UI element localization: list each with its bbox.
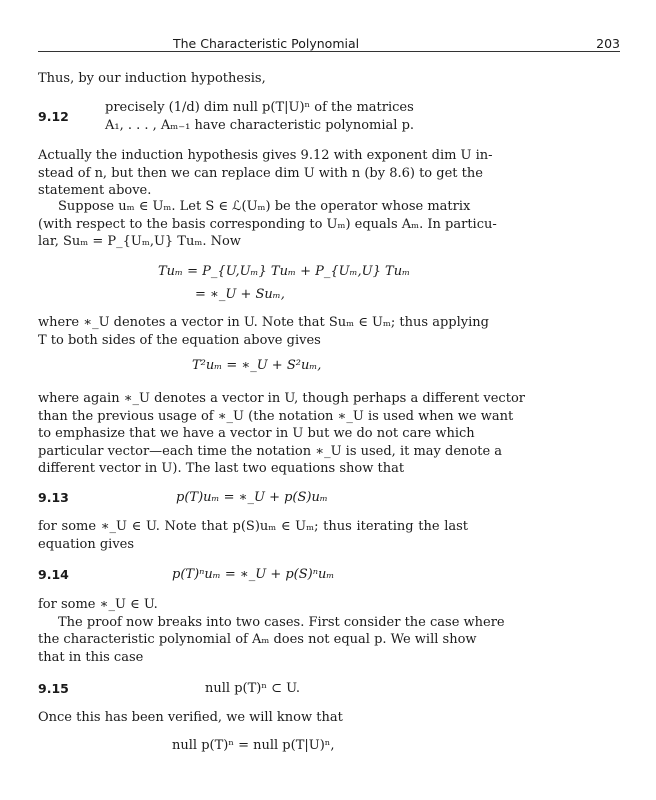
paragraph-5: for some ∗_U ∈ U. Note that p(S)uₘ ∈ Uₘ; thus iterating the last equation gives [38,519,468,552]
running-header [38,36,620,52]
intro-text: Thus, by our induction hypothesis, [38,71,266,86]
equation-label-9-14: 9.14 [38,567,69,582]
equation-9-14: p(T)ⁿuₘ = ∗_U + p(S)ⁿuₘ [172,567,335,582]
equation-9-15: null p(T)ⁿ ⊂ U. [205,681,301,696]
paragraph-4: where again ∗_U denotes a vector in U, though perhaps a different vector than the previous usage of ∗_U (the notation ∗_U is used when we want to emphasize that we have a vector in U but we do not care which particular vector—each time the notation ∗_U is used, it may denote a different vector in U). The last two equations show that [38,391,525,477]
equation-t-squared: T²uₘ = ∗_U + S²uₘ, [192,358,322,373]
equation-label-9-13: 9.13 [38,490,69,505]
paragraph-1: Actually the induction hypothesis gives 9.12 with exponent dim U in- stead of n, but then we can replace dim U with n (by 8.6) to get the statement above. [38,148,493,199]
statement-9-12: precisely (1/d) dim null p(T|U)ⁿ of the matrices A₁, . . . , Aₘ₋₁ have characteristic polynomial p. [105,100,415,133]
equation-9-13: p(T)uₘ = ∗_U + p(S)uₘ [176,490,328,505]
equation-label-9-12: 9.12 [38,109,69,124]
paragraph-2: Suppose uₘ ∈ Uₘ. Let S ∈ ℒ(Uₘ) be the operator whose matrix (with respect to the basis corresponding to Uₘ) equals Aₘ. In particu- lar, Suₘ = P_{Uₘ,U} Tuₘ. Now [38,199,497,250]
paragraph-3: where ∗_U denotes a vector in U. Note that Suₘ ∈ Uₘ; thus applying T to both sides of the equation above gives [38,315,489,348]
page-number: 203 [596,36,620,51]
chapter-title: The Characteristic Polynomial [173,36,360,51]
paragraph-6: for some ∗_U ∈ U. The proof now breaks into two cases. First consider the case where the characteristic polynomial of Aₘ does not equal p. We will show that in this case [38,597,505,665]
equation-tum-line1: Tuₘ = P_{U,Uₘ} Tuₘ + P_{Uₘ,U} Tuₘ [158,264,411,279]
header-rule [38,51,620,52]
equation-null-space: null p(T)ⁿ = null p(T|U)ⁿ, [172,738,335,753]
equation-tum-line2: = ∗_U + Suₘ, [195,287,285,302]
equation-label-9-15: 9.15 [38,681,69,696]
paragraph-7: Once this has been verified, we will know that [38,710,343,725]
